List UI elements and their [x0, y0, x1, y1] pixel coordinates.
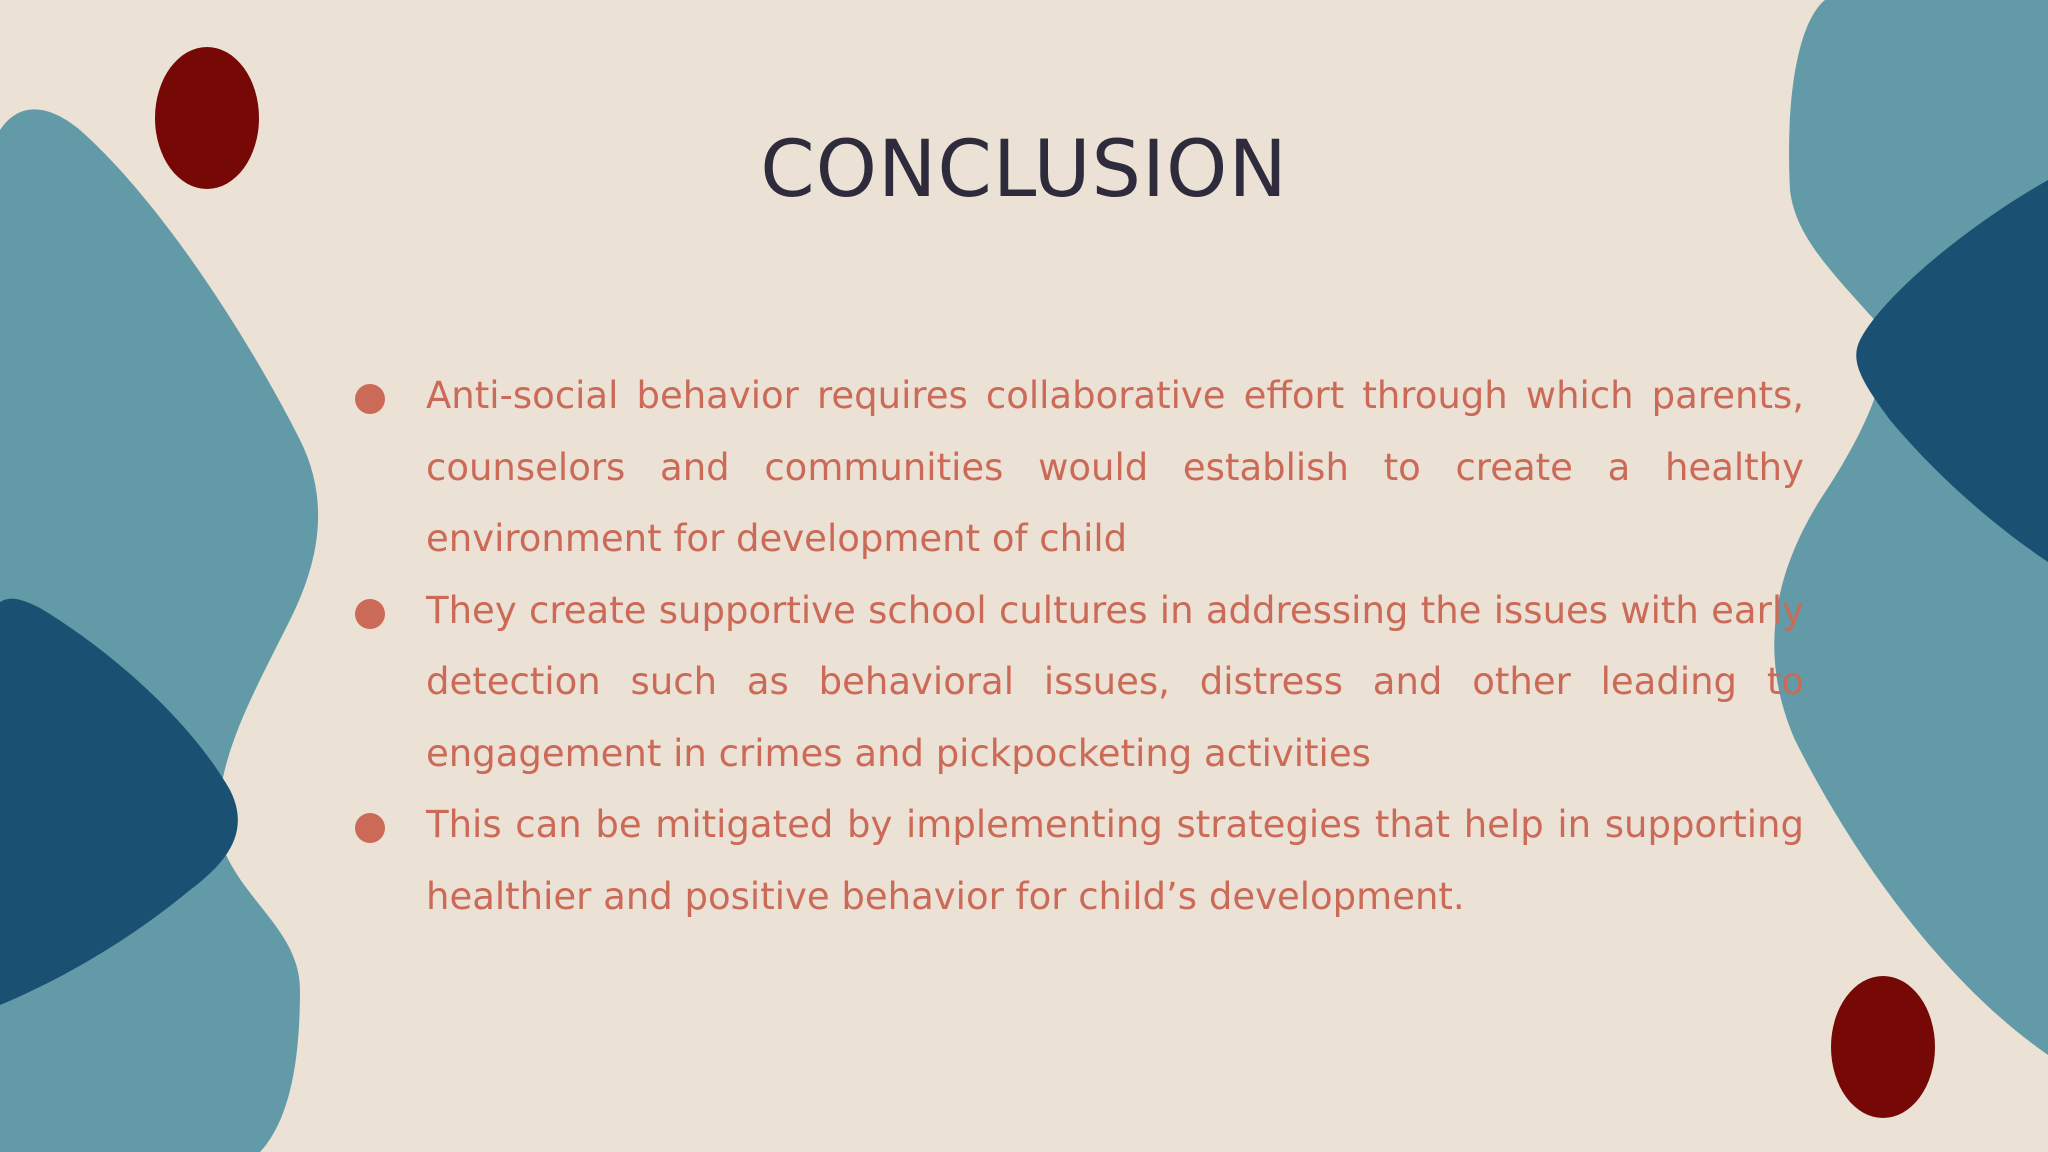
bullet-item — [350, 575, 1804, 790]
bullet-dot-icon — [355, 384, 385, 414]
bullet-text: They create supportive school cultures in addressing the issues with early detection such as behavioral issues, distress and other leading to engagement in crimes and pickpocketing activities — [426, 588, 1804, 775]
bullet-list — [350, 360, 1804, 932]
bullet-item — [350, 360, 1804, 575]
bullet-text: Anti-social behavior requires collaborative effort through which parents, counselors and communities would establish to create a healthy environment for development of child — [426, 374, 1804, 560]
page-title: CONCLUSION — [760, 125, 1288, 215]
bullet-text: This can be mitigated by implementing strategies that help in supporting healthier and positive behavior for child’s development. — [426, 803, 1804, 918]
bullet-dot-icon — [355, 813, 385, 843]
maroon-oval-bottom-right — [1831, 976, 1935, 1118]
bullet-dot-icon — [355, 599, 385, 629]
bullet-item — [350, 789, 1804, 932]
